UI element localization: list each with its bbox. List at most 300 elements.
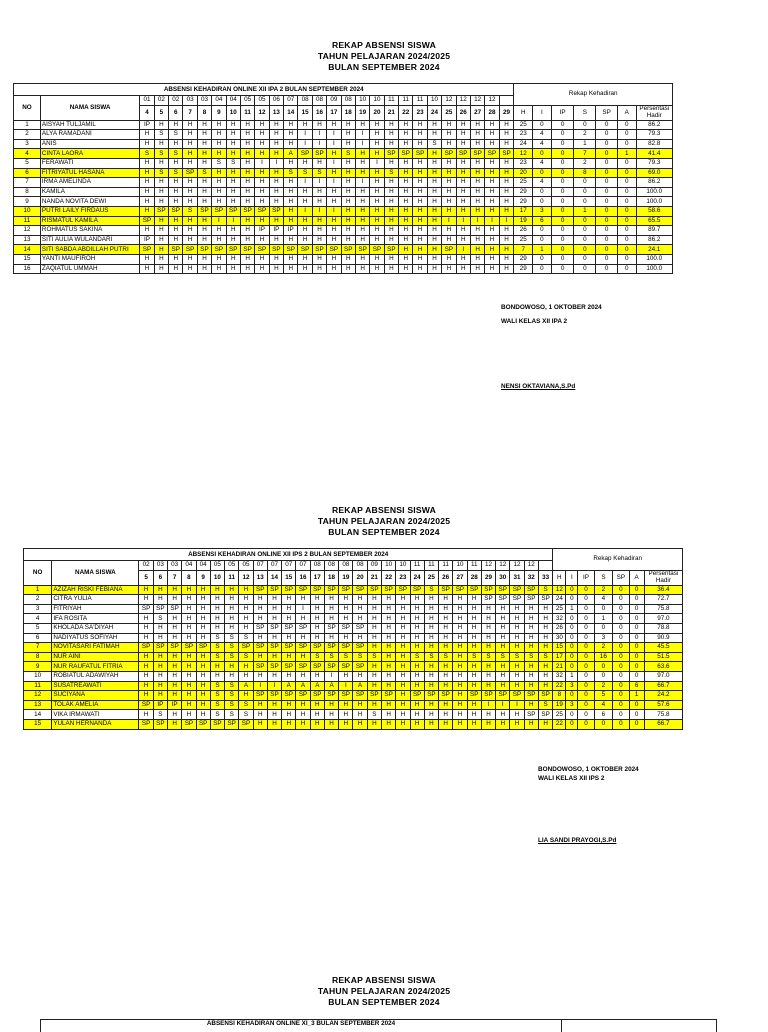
attendance-mark: H: [298, 264, 312, 274]
date-cell: 5: [154, 105, 168, 120]
attendance-mark: H: [169, 235, 183, 245]
attendance-mark: SP: [510, 691, 524, 701]
month-code: 12: [510, 561, 524, 571]
date-cell: 12: [255, 105, 269, 120]
rekap-value: 0: [596, 245, 618, 255]
rekap-value: 0: [594, 623, 613, 633]
attendance-mark: S: [183, 206, 197, 216]
attendance-mark: H: [367, 643, 381, 653]
attendance-mark: H: [312, 120, 326, 130]
rekap-value: 72.7: [644, 595, 682, 605]
attendance-mark: H: [269, 197, 283, 207]
attendance-mark: H: [310, 719, 324, 729]
student-name: VIKA IRMAWATI: [52, 710, 139, 720]
attendance-mark: SP: [538, 691, 552, 701]
rekap-value: 16: [594, 652, 613, 662]
attendance-mark: H: [470, 187, 484, 197]
rekap-value: 0: [578, 652, 594, 662]
rekap-value: 0: [578, 719, 594, 729]
row-number: 15: [14, 254, 41, 264]
rekap-value: 0: [596, 226, 618, 236]
attendance-mark: H: [197, 187, 211, 197]
attendance-mark: H: [470, 264, 484, 274]
attendance-mark: H: [284, 139, 298, 149]
rekap-value: 24.1: [636, 245, 672, 255]
attendance-mark: H: [269, 168, 283, 178]
attendance-mark: SP: [267, 623, 281, 633]
attendance-mark: H: [183, 197, 197, 207]
attendance-mark: H: [140, 264, 154, 274]
attendance-mark: H: [367, 614, 381, 624]
attendance-mark: H: [212, 226, 226, 236]
attendance-mark: H: [353, 595, 367, 605]
attendance-mark: H: [427, 120, 441, 130]
attendance-mark: H: [255, 235, 269, 245]
attendance-mark: H: [470, 235, 484, 245]
attendance-mark: H: [239, 614, 253, 624]
row-number: 9: [24, 662, 52, 672]
date-cell: 26: [439, 570, 453, 585]
rekap-value: 0: [613, 643, 629, 653]
rekap-value: 0: [596, 149, 618, 159]
attendance-mark: H: [327, 168, 341, 178]
attendance-mark: H: [240, 149, 254, 159]
table-title: ABSENSI KEHADIRAN ONLINE XI_3 BULAN SEPTEMBER 2024: [206, 1020, 396, 1027]
attendance-mark: H: [226, 254, 240, 264]
attendance-mark: SP: [396, 585, 410, 595]
attendance-mark: H: [168, 662, 182, 672]
attendance-mark: H: [255, 168, 269, 178]
attendance-mark: H: [355, 120, 369, 130]
table-title: ABSENSI KEHADIRAN ONLINE XII IPA 2 BULAN SEPTEMBER 2024: [14, 84, 514, 96]
attendance-mark: SP: [225, 719, 239, 729]
attendance-mark: H: [267, 604, 281, 614]
attendance-mark: H: [197, 149, 211, 159]
attendance-mark: H: [182, 671, 196, 681]
date-cell: 16: [312, 105, 326, 120]
attendance-mark: SP: [139, 719, 153, 729]
date-cell: 15: [282, 570, 296, 585]
attendance-mark: H: [284, 216, 298, 226]
attendance-mark: H: [456, 264, 470, 274]
attendance-mark: H: [183, 254, 197, 264]
attendance-mark: H: [424, 700, 438, 710]
attendance-mark: H: [384, 226, 398, 236]
attendance-mark: H: [341, 254, 355, 264]
attendance-mark: H: [196, 700, 210, 710]
attendance-mark: H: [499, 158, 514, 168]
attendance-mark: A: [324, 681, 338, 691]
attendance-mark: H: [399, 197, 413, 207]
attendance-mark: H: [499, 178, 514, 188]
attendance-mark: H: [269, 178, 283, 188]
rekap-value: 0: [566, 643, 578, 653]
attendance-mark: H: [139, 652, 153, 662]
attendance-mark: H: [381, 681, 395, 691]
date-cell: 24: [427, 105, 441, 120]
attendance-mark: H: [169, 178, 183, 188]
attendance-mark: H: [324, 633, 338, 643]
attendance-mark: H: [410, 643, 424, 653]
attendance-mark: H: [182, 585, 196, 595]
attendance-mark: H: [485, 158, 499, 168]
title-line-3: BULAN SEPTEMBER 2024: [328, 997, 440, 1007]
name-header: NAMA SISWA: [40, 96, 139, 121]
student-name: SITI AULIA WULANDARI: [40, 235, 139, 245]
attendance-mark: SP: [212, 206, 226, 216]
attendance-mark: H: [413, 168, 427, 178]
attendance-mark: H: [499, 264, 514, 274]
table-row: [14, 197, 673, 207]
attendance-mark: H: [282, 595, 296, 605]
student-name: NANDA NOVITA DEWI: [40, 197, 139, 207]
attendance-mark: H: [524, 681, 538, 691]
table-row: [14, 187, 673, 197]
month-code: 04: [196, 561, 210, 571]
attendance-mark: H: [183, 139, 197, 149]
attendance-mark: H: [255, 178, 269, 188]
rekap-header: Persentasi Hadir: [636, 105, 672, 120]
attendance-mark: H: [439, 681, 453, 691]
attendance-mark: H: [226, 264, 240, 274]
attendance-mark: H: [139, 662, 153, 672]
attendance-mark: I: [312, 139, 326, 149]
attendance-mark: H: [226, 187, 240, 197]
student-name: PUTRI LAILY FIRDAUS: [40, 206, 139, 216]
rekap-value: 2: [574, 130, 596, 140]
date-cell: 6: [153, 570, 167, 585]
attendance-mark: H: [413, 130, 427, 140]
attendance-mark: H: [196, 691, 210, 701]
date-cell: 12: [239, 570, 253, 585]
attendance-mark: I: [226, 216, 240, 226]
attendance-mark: H: [499, 206, 514, 216]
attendance-mark: H: [240, 139, 254, 149]
rekap-value: 0: [617, 120, 636, 130]
attendance-mark: I: [324, 671, 338, 681]
attendance-mark: H: [341, 139, 355, 149]
rekap-value: 30: [553, 633, 566, 643]
attendance-mark: H: [339, 633, 353, 643]
rekap-value: 0: [578, 614, 594, 624]
attendance-mark: I: [327, 206, 341, 216]
attendance-mark: H: [538, 623, 552, 633]
attendance-mark: H: [153, 623, 167, 633]
month-code: 12: [524, 561, 538, 571]
student-name: ROHMATUS SAKINA: [40, 226, 139, 236]
attendance-mark: H: [197, 158, 211, 168]
attendance-mark: H: [312, 226, 326, 236]
month-code: 03: [183, 96, 197, 106]
rekap-value: 63.6: [644, 662, 682, 672]
attendance-mark: SP: [139, 643, 153, 653]
attendance-mark: S: [524, 652, 538, 662]
attendance-mark: H: [413, 245, 427, 255]
attendance-mark: H: [324, 604, 338, 614]
rekap-value: 0: [566, 719, 578, 729]
attendance-mark: IP: [140, 120, 154, 130]
rekap-header: IP: [578, 570, 594, 585]
attendance-mark: H: [353, 671, 367, 681]
date-cell: 22: [381, 570, 395, 585]
attendance-mark: H: [139, 623, 153, 633]
attendance-mark: H: [442, 130, 456, 140]
student-name: NOVITASARI FATIMAH: [52, 643, 139, 653]
date-cell: 23: [396, 570, 410, 585]
attendance-mark: H: [212, 197, 226, 207]
attendance-mark: I: [355, 139, 369, 149]
rekap-header: I: [566, 570, 578, 585]
attendance-mark: H: [168, 614, 182, 624]
rekap-value: 100.0: [636, 254, 672, 264]
attendance-mark: H: [253, 700, 267, 710]
section-1-signature-block: [501, 302, 602, 327]
attendance-mark: H: [427, 245, 441, 255]
rekap-value: 0: [613, 700, 629, 710]
attendance-mark: H: [355, 216, 369, 226]
attendance-mark: H: [240, 178, 254, 188]
attendance-mark: H: [413, 139, 427, 149]
attendance-mark: H: [355, 264, 369, 274]
attendance-mark: H: [255, 187, 269, 197]
date-cell: 4: [140, 105, 154, 120]
attendance-mark: H: [153, 652, 167, 662]
month-code: 12: [485, 96, 499, 106]
attendance-mark: H: [210, 595, 224, 605]
rekap-value: 36.4: [644, 585, 682, 595]
attendance-mark: H: [226, 197, 240, 207]
attendance-mark: S: [140, 149, 154, 159]
attendance-mark: SP: [312, 149, 326, 159]
attendance-mark: H: [153, 671, 167, 681]
attendance-mark: IP: [255, 226, 269, 236]
attendance-mark: H: [413, 235, 427, 245]
rekap-value: 0: [551, 130, 574, 140]
attendance-mark: H: [197, 235, 211, 245]
title-line-3: BULAN SEPTEMBER 2024: [328, 62, 440, 72]
attendance-mark: H: [467, 671, 481, 681]
date-cell: 27: [453, 570, 467, 585]
attendance-mark: H: [327, 187, 341, 197]
attendance-mark: H: [139, 614, 153, 624]
attendance-mark: H: [485, 245, 499, 255]
rekap-value: 0: [629, 652, 644, 662]
attendance-mark: A: [282, 681, 296, 691]
attendance-mark: H: [381, 719, 395, 729]
rekap-value: 0: [613, 614, 629, 624]
attendance-mark: H: [269, 149, 283, 159]
row-number: 7: [24, 643, 52, 653]
attendance-mark: H: [453, 604, 467, 614]
attendance-mark: H: [427, 130, 441, 140]
homeroom-role: WALI KELAS XII IPA 2: [501, 318, 568, 325]
attendance-mark: H: [456, 254, 470, 264]
attendance-mark: H: [298, 235, 312, 245]
date-cell: 11: [225, 570, 239, 585]
attendance-mark: SP: [339, 691, 353, 701]
attendance-mark: H: [456, 178, 470, 188]
attendance-mark: H: [499, 254, 514, 264]
rekap-value: 2: [574, 158, 596, 168]
rekap-value: 0: [578, 595, 594, 605]
rekap-value: 0: [629, 700, 644, 710]
attendance-mark: H: [153, 633, 167, 643]
attendance-mark: SP: [353, 643, 367, 653]
rekap-value: 0: [629, 662, 644, 672]
table-row: [14, 264, 673, 274]
row-number: 2: [24, 595, 52, 605]
attendance-mark: S: [353, 652, 367, 662]
date-cell: 8: [182, 570, 196, 585]
attendance-mark: H: [470, 206, 484, 216]
attendance-mark: H: [154, 264, 168, 274]
attendance-mark: H: [298, 216, 312, 226]
attendance-mark: H: [370, 226, 384, 236]
attendance-mark: H: [485, 139, 499, 149]
attendance-mark: H: [453, 595, 467, 605]
attendance-mark: H: [139, 691, 153, 701]
attendance-mark: H: [370, 254, 384, 264]
attendance-mark: H: [212, 130, 226, 140]
attendance-mark: H: [212, 168, 226, 178]
attendance-mark: H: [410, 671, 424, 681]
attendance-mark: H: [439, 633, 453, 643]
attendance-mark: SP: [442, 245, 456, 255]
attendance-mark: H: [381, 633, 395, 643]
attendance-mark: H: [169, 158, 183, 168]
attendance-mark: H: [467, 662, 481, 672]
rekap-value: 0: [578, 671, 594, 681]
attendance-mark: H: [253, 652, 267, 662]
rekap-value: 0: [617, 197, 636, 207]
month-code: 03: [168, 561, 182, 571]
attendance-mark: H: [139, 595, 153, 605]
rekap-value: 86.2: [636, 178, 672, 188]
table-row: [24, 671, 683, 681]
rekap-value: 3: [566, 681, 578, 691]
attendance-mark: S: [510, 652, 524, 662]
attendance-mark: I: [355, 130, 369, 140]
attendance-mark: SP: [310, 585, 324, 595]
rekap-value: 0: [594, 719, 613, 729]
rekap-value: 4: [533, 139, 552, 149]
attendance-mark: I: [312, 206, 326, 216]
attendance-mark: H: [182, 710, 196, 720]
attendance-mark: SP: [269, 206, 283, 216]
student-name: AISYAH TULJAMIL: [40, 120, 139, 130]
attendance-mark: S: [324, 652, 338, 662]
rekap-value: 23: [514, 158, 533, 168]
attendance-mark: H: [210, 604, 224, 614]
attendance-mark: H: [298, 187, 312, 197]
attendance-mark: H: [296, 652, 310, 662]
attendance-mark: H: [427, 235, 441, 245]
attendance-mark: H: [239, 691, 253, 701]
attendance-mark: H: [470, 130, 484, 140]
rekap-value: 0: [613, 633, 629, 643]
attendance-mark: H: [485, 130, 499, 140]
attendance-mark: H: [481, 643, 495, 653]
rekap-value: 3: [533, 206, 552, 216]
attendance-mark: H: [453, 614, 467, 624]
rekap-value: 0: [533, 149, 552, 159]
table-row: [24, 595, 683, 605]
attendance-mark: H: [324, 700, 338, 710]
attendance-mark: H: [182, 662, 196, 672]
table-row: [14, 226, 673, 236]
attendance-mark: H: [267, 595, 281, 605]
attendance-mark: S: [225, 633, 239, 643]
attendance-mark: H: [485, 206, 499, 216]
attendance-mark: H: [212, 254, 226, 264]
rekap-value: 79.3: [636, 130, 672, 140]
attendance-mark: H: [384, 197, 398, 207]
rekap-value: 19: [514, 216, 533, 226]
no-header: NO: [24, 561, 52, 586]
attendance-mark: H: [339, 719, 353, 729]
attendance-mark: H: [255, 130, 269, 140]
attendance-mark: H: [339, 604, 353, 614]
rekap-value: 0: [613, 585, 629, 595]
attendance-mark: H: [456, 130, 470, 140]
rekap-value: 0: [566, 662, 578, 672]
attendance-mark: H: [226, 130, 240, 140]
attendance-mark: S: [410, 652, 424, 662]
attendance-mark: H: [453, 671, 467, 681]
section-3-title: [0, 975, 768, 1008]
attendance-mark: S: [153, 710, 167, 720]
attendance-mark: H: [499, 130, 514, 140]
rekap-value: 1: [574, 206, 596, 216]
month-code: 02: [169, 96, 183, 106]
rekap-value: 97.0: [644, 671, 682, 681]
student-name: YANTI MAUFIROH: [40, 254, 139, 264]
month-code: 10: [355, 96, 369, 106]
attendance-mark: H: [367, 595, 381, 605]
attendance-mark: H: [197, 216, 211, 226]
table-row: [24, 681, 683, 691]
attendance-mark: H: [413, 254, 427, 264]
attendance-mark: H: [240, 120, 254, 130]
attendance-mark: H: [510, 710, 524, 720]
rekap-value: 0: [574, 197, 596, 207]
attendance-mark: H: [453, 700, 467, 710]
attendance-mark: H: [396, 710, 410, 720]
attendance-mark: H: [240, 226, 254, 236]
date-cell: 5: [139, 570, 153, 585]
attendance-mark: A: [284, 149, 298, 159]
attendance-mark: H: [284, 254, 298, 264]
rekap-value: 0: [551, 245, 574, 255]
attendance-mark: H: [212, 120, 226, 130]
attendance-mark: H: [197, 264, 211, 274]
attendance-mark: H: [267, 700, 281, 710]
rekap-value: 41.4: [636, 149, 672, 159]
attendance-mark: H: [339, 710, 353, 720]
attendance-mark: H: [353, 700, 367, 710]
month-code: 11: [467, 561, 481, 571]
row-number: 8: [14, 187, 41, 197]
rekap-value: 4: [533, 130, 552, 140]
attendance-mark: I: [510, 700, 524, 710]
month-code: 04: [226, 96, 240, 106]
homeroom-role: WALI KELAS XII IPS 2: [538, 775, 605, 782]
attendance-mark: SP: [524, 585, 538, 595]
attendance-mark: H: [183, 235, 197, 245]
attendance-mark: H: [255, 120, 269, 130]
rekap-value: 0: [574, 226, 596, 236]
table-row: [24, 633, 683, 643]
